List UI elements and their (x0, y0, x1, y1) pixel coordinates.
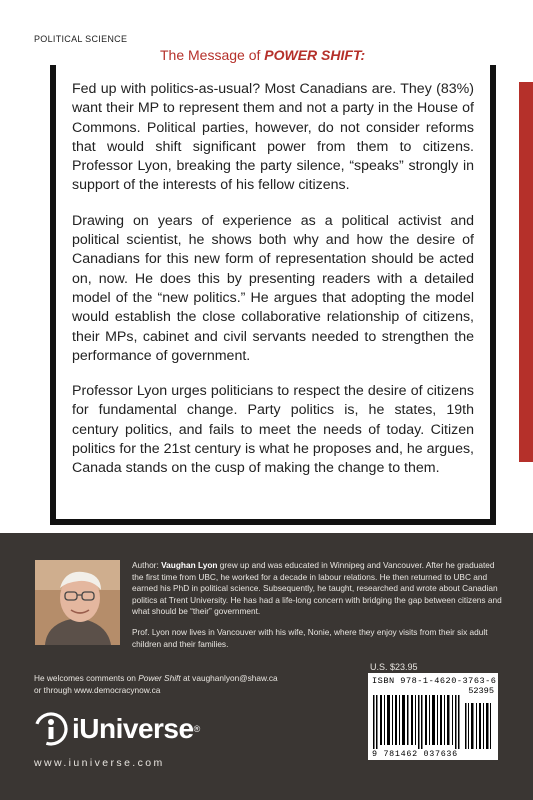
bio-paragraph-1 (132, 560, 502, 618)
isbn-label: ISBN 978-1-4620-3763-6 (372, 676, 497, 686)
barcode-area (368, 673, 498, 760)
blurb-paragraph-2: Drawing on years of experience as a political activist and political scientist, he shows both why and how the desire of Canadians for this new form of representation should be acted on, now. He does this by presenting readers with a detailed model of the “new politics.” He argues that adopting the model would establish the close collaborative relationship of citizens, their MPs, cabinet and civil servants needed to strengthen the performance of government. (72, 212, 474, 364)
author-name: Vaughan Lyon (161, 560, 218, 570)
category-label: POLITICAL SCIENCE (34, 34, 128, 44)
bio-label: Author: (132, 560, 162, 570)
barcode-icon (373, 695, 493, 749)
contact-email: at vaughanlyon@shaw.ca (180, 673, 278, 683)
author-bio (132, 560, 502, 659)
ean-number: 9 781462 037636 (372, 749, 458, 759)
publisher-website: www.iuniverse.com (34, 757, 165, 769)
accent-bar (519, 82, 533, 462)
contact-pre: He welcomes comments on (34, 673, 139, 683)
blurb (72, 80, 474, 495)
contact-book-title: Power Shift (138, 673, 181, 683)
blurb-paragraph-1: Fed up with politics-as-usual? Most Canadians are. They (83%) want their MP to represent them and not a party in the House of Commons. Political parties, however, do not consider reforms that would shift significant power from them to citizens. Professor Lyon, breaking the party silence, “speaks” strongly in support of the interests of his fellow citizens. (72, 81, 474, 194)
contact-website: or through www.democracynow.ca (34, 684, 161, 695)
heading-title: POWER SHIFT: (264, 47, 366, 63)
bio-text-1: grew up and was educated in Winnipeg and Vancouver. After he graduated the first time from UBC, he worked for a decade in labour relations. He then returned to UBC and earned his PhD in political science. Subsequently, he taught, researched and wrote about Canadian politics at Trent University. He has had a life-long concern with bridging the gap between citizens and what should be “their” government. (132, 560, 502, 617)
heading-prefix: The Message of (160, 47, 265, 63)
author-portrait-icon (35, 560, 120, 645)
page-heading (160, 47, 365, 63)
barcode-addon: 52395 (468, 686, 494, 696)
iuniverse-logo-icon (34, 712, 68, 746)
publisher-logo (34, 712, 200, 746)
bio-paragraph-2: Prof. Lyon now lives in Vancouver with his wife, Nonie, where they enjoy visits from their six adult children and their families. (132, 626, 488, 649)
registered-mark: ® (193, 724, 201, 734)
contact-info (34, 673, 334, 696)
blurb-paragraph-3: Professor Lyon urges politicians to respect the desire of citizens for fundamental change. Party politics is, he states, 19th century politics, and fails to meet the needs of today. Citizen politics for the 21st century is what he proposes and, he argues, Canada stands on the cusp of making the change to them. (72, 383, 474, 477)
publisher-name: iUniverse (72, 713, 194, 744)
price-label: U.S. $23.95 (370, 662, 418, 672)
author-photo (35, 560, 120, 645)
